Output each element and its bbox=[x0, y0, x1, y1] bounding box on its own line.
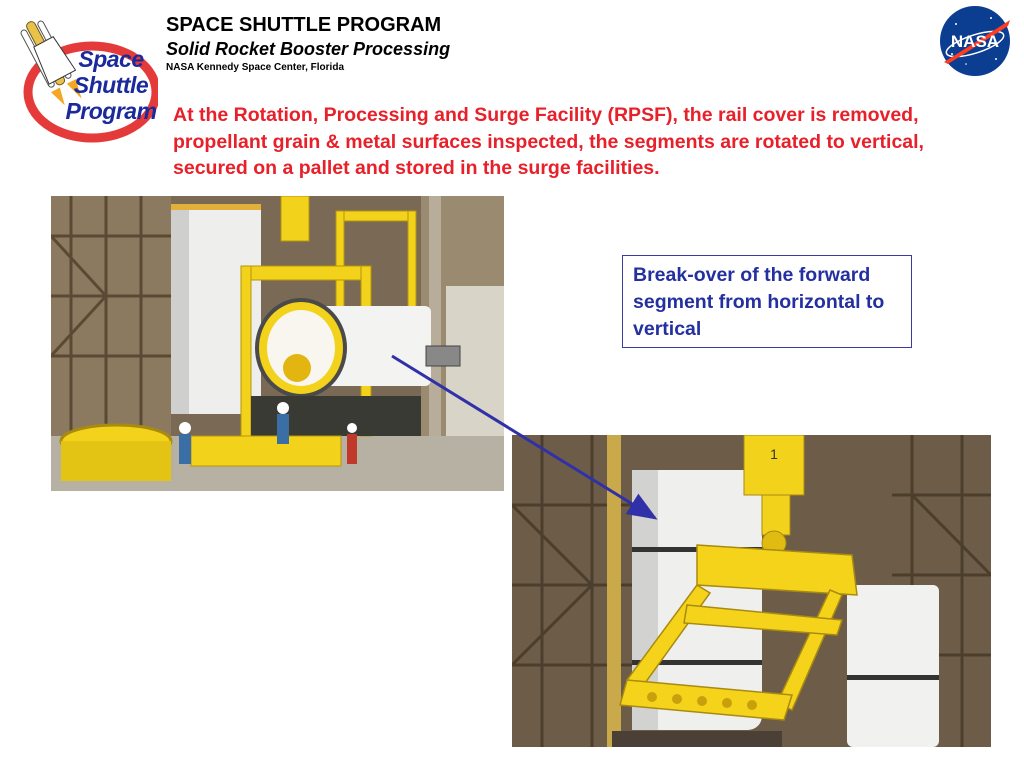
nasa-logo-text: NASA bbox=[950, 32, 1000, 51]
logo-wordmark bbox=[56, 46, 166, 124]
nasa-meatball-icon bbox=[936, 4, 1014, 78]
page-title: SPACE SHUTTLE PROGRAM bbox=[166, 14, 442, 36]
logo-line-program: Program bbox=[65, 98, 157, 124]
description-text: At the Rotation, Processing and Surge Facility (RPSF), the rail cover is removed, propellant grain & metal surfaces inspected, the segments are rotated to vertical, secured on a pallet and stored in the surge facilities. bbox=[173, 104, 924, 179]
crane-hook-label: 1 bbox=[770, 446, 778, 462]
page-subtitle: Solid Rocket Booster Processing bbox=[166, 39, 451, 59]
logo-line-shuttle: Shuttle bbox=[73, 72, 149, 98]
space-shuttle-program-logo bbox=[12, 10, 158, 146]
photo-segment-horizontal bbox=[51, 196, 504, 491]
callout-box bbox=[622, 255, 912, 348]
nasa-logo bbox=[936, 4, 1014, 78]
photo-segment-vertical bbox=[512, 435, 991, 747]
photo-segment-horizontal-image bbox=[51, 196, 504, 491]
photo-segment-vertical-image bbox=[512, 435, 991, 747]
logo-line-space: Space bbox=[78, 46, 144, 72]
callout-text: Break-over of the forward segment from horizontal to vertical bbox=[633, 264, 885, 340]
location-label: NASA Kennedy Space Center, Florida bbox=[166, 62, 345, 73]
